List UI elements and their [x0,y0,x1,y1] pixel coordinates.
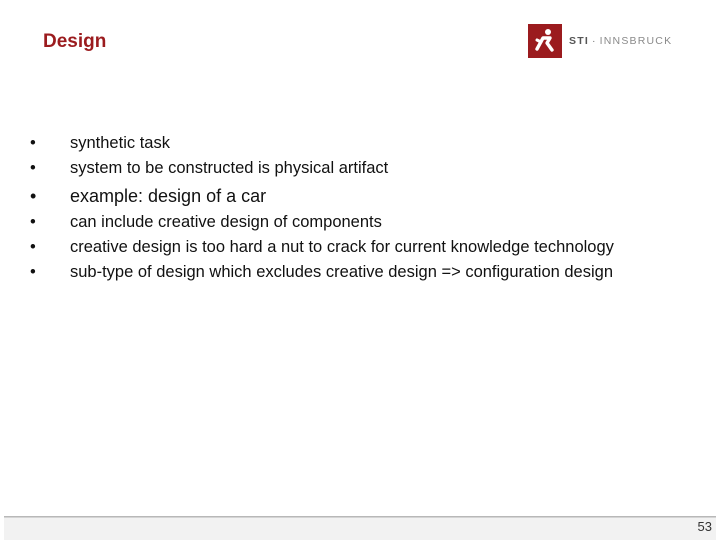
bullet-item [30,183,670,210]
bullet-icon: • [30,263,36,281]
bullet-text: creative design is too hard a nut to crack for current knowledge technology [70,238,614,256]
bullet-text: system to be constructed is physical artifact [70,159,389,177]
logo-mark-icon [528,24,562,58]
slide-title: Design [43,31,107,52]
logo-city: INNSBRUCK [599,35,673,47]
bullet-icon: • [30,159,36,177]
bullet-item [30,131,670,156]
bullet-list [30,131,670,285]
page-number: 53 [697,519,712,534]
bullet-item [30,210,670,235]
bullet-icon: • [30,213,36,231]
footer-bar [4,517,716,540]
logo-wordmark [569,35,672,47]
bullet-icon: • [30,134,36,152]
bullet-icon: • [30,238,36,256]
logo-brand: STI [569,35,589,47]
bullet-icon: • [30,186,37,206]
bullet-text: synthetic task [70,134,170,152]
bullet-text: can include creative design of components [70,213,382,231]
bullet-item [30,260,670,285]
bullet-item [30,235,670,260]
bullet-item [30,156,670,181]
sti-innsbruck-logo [528,24,672,58]
bullet-text: sub-type of design which excludes creative design => configuration design [70,263,614,281]
logo-separator: · [591,35,597,47]
bullet-text: example: design of a car [70,186,267,206]
